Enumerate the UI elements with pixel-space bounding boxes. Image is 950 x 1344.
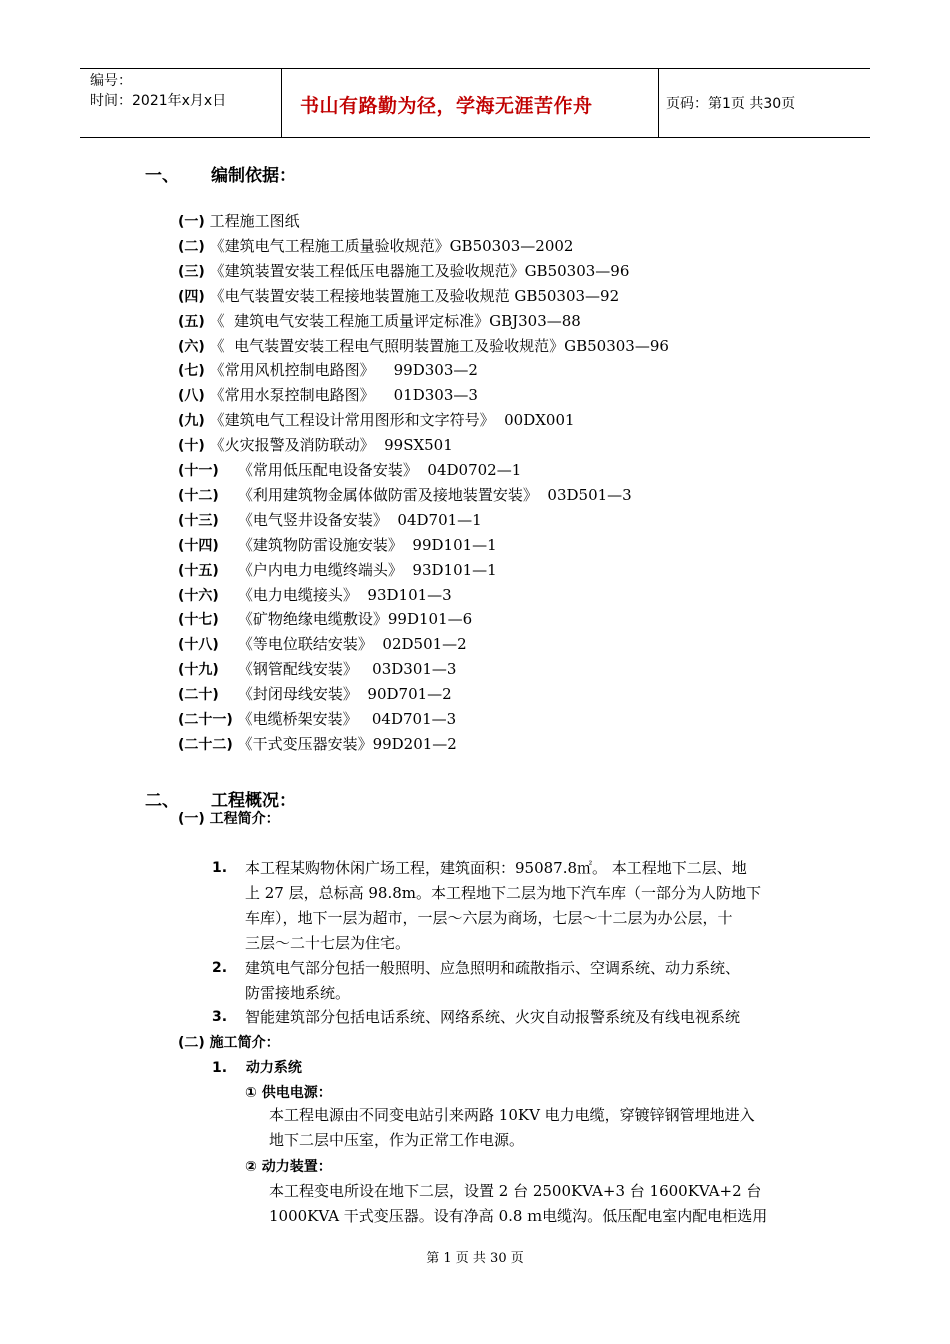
device-paragraph [269,1179,814,1229]
reference-item [178,485,632,506]
reference-item [178,460,521,481]
item-number: 1. [212,1060,228,1076]
reference-number: (四) [178,288,205,305]
subsection-number: (二) [178,1035,205,1051]
paragraph-number: 3. [212,1009,228,1025]
reference-item [178,385,478,406]
reference-item [178,659,456,680]
reference-item [178,261,629,282]
doc-id-label: 编号： [90,73,132,89]
reference-text: 《建筑物防雷设施安装》 99D101—1 [218,535,497,554]
reference-number: (三) [178,263,205,280]
header-divider [281,69,282,137]
reference-number: (十二) [178,487,219,504]
reference-item [178,684,452,705]
reference-text: 《电力电缆接头》 93D101—3 [218,585,452,604]
paragraph-line: 车库），地下一层为超市，一层～六层为商场，七层～十二层为办公层，十 [245,909,733,927]
reference-number: (二十二) [178,736,233,753]
reference-text: 《 电气装置安装工程电气照明装置施工及验收规范》GB50303—96 [204,336,669,355]
reference-number: (十一) [178,463,219,479]
reference-text: 《封闭母线安装》 90D701—2 [218,685,452,704]
reference-item [178,609,472,630]
reference-number: (十九) [178,662,219,679]
reference-text: 工程施工图纸 [204,212,300,230]
reference-item [178,236,573,257]
reference-item [178,410,575,431]
reference-item [178,535,497,556]
reference-text: 《等电位联结安装》 02D501—2 [218,635,467,654]
reference-item [178,560,497,581]
reference-text: 《建筑电气工程施工质量验收规范》GB50303—2002 [204,236,574,255]
reference-item [178,336,669,357]
reference-number: (十四) [178,537,219,554]
reference-item [178,286,619,307]
paragraph-line: 三层～二十七层为住宅。 [245,934,411,952]
subsection-number: (一) [178,811,205,827]
item-title: 动力系统 [245,1060,302,1076]
reference-number: (八) [178,388,205,405]
paragraph-line: 防雷接地系统。 [245,984,351,1002]
device-title: ② 动力装置： [245,1159,332,1175]
paragraph-number: 2. [212,960,228,976]
section-heading-1 [145,161,296,186]
reference-number: (九) [178,413,205,430]
doc-time-label: 时间：2021年x月x日 [90,93,227,109]
section-title: 工程概况： [211,791,296,811]
reference-text: 《电气竖井设备安装》 04D701—1 [218,510,482,529]
reference-text: 《利用建筑物金属体做防雷及接地装置安装》 03D501—3 [218,485,632,504]
subsection-heading [178,808,280,829]
section-number: 二、 [145,791,179,811]
reference-item [178,360,478,381]
paragraph-line: 1000KVA 干式变压器。设有净高 0.8 ｍ电缆沟。低压配电室内配电柜选用 [269,1207,768,1225]
reference-item [178,734,457,755]
paragraph-line: 本工程电源由不同变电站引来两路 10KV 电力电缆，穿镀锌钢管埋地进入 [269,1106,755,1124]
paragraph-line: 建筑电气部分包括一般照明、应急照明和疏散指示、空调系统、动力系统、 [245,959,741,977]
paragraph-line: 智能建筑部分包括电话系统、网络系统、火灾自动报警系统及有线电视系统 [245,1008,741,1026]
reference-text: 《常用低压配电设备安装》 04D0702—1 [218,461,522,479]
reference-number: (二) [178,238,205,255]
subsection-title: 施工简介： [209,1035,280,1051]
supply-title: ① 供电电源： [245,1085,332,1101]
reference-item [178,510,482,531]
paragraph-line: 本工程某购物休闲广场工程，建筑面积：95087.8㎡。 本工程地下二层、地 [245,859,747,877]
reference-text: 《矿物绝缘电缆敷设》99D101—6 [218,610,473,629]
supply-heading [245,1082,332,1103]
header-page-info: 页码：第1页 共30页 [666,96,796,112]
section-title: 编制依据： [211,166,296,186]
reference-number: (十七) [178,612,219,629]
header-motto: 书山有路勤为径，学海无涯苦作舟 [300,95,593,117]
reference-item [178,311,581,332]
reference-number: (十三) [178,512,219,529]
paragraph-line: 本工程变电所设在地下二层，设置 2 台 2500KVA+3 台 1600KVA+2 台 [269,1182,762,1200]
reference-number: (六) [178,338,205,355]
paragraph-line: 地下二层中压室，作为正常工作电源。 [269,1131,525,1149]
subsection-heading [178,1032,280,1053]
reference-text: 《火灾报警及消防联动》 99SX501 [204,436,453,455]
reference-number: (一) [178,214,205,230]
header-divider [658,69,659,137]
reference-number: (五) [178,313,205,330]
reference-text: 《 建筑电气安装工程施工质量评定标准》GBJ303—88 [204,311,581,330]
page-footer: 第 1 页 共 30 页 [426,1251,524,1266]
reference-number: (十) [178,438,205,455]
numbered-paragraph [212,1005,810,1030]
numbered-paragraph [212,956,810,1006]
paragraph-line: 上 27 层，总标高 98.8m。本工程地下二层为地下汽车库（一部分为人防地下 [245,884,762,902]
reference-text: 《户内电力电缆终端头》 93D101—1 [218,560,497,579]
reference-text: 《建筑装置安装工程低压电器施工及验收规范》GB50303—96 [204,261,630,280]
reference-item [178,585,452,606]
reference-number: (七) [178,363,205,380]
reference-text: 《钢管配线安装》 03D301—3 [218,660,457,679]
reference-number: (十八) [178,637,219,654]
reference-number: (十五) [178,562,219,579]
reference-item [178,211,300,232]
subsection-title: 工程简介： [209,811,280,827]
paragraph-number: 1. [212,860,228,876]
reference-number: (二十) [178,687,219,704]
reference-text: 《电气装置安装工程接地装置施工及验收规范 GB50303—92 [204,286,620,305]
reference-text: 《常用水泵控制电路图》 01D303—3 [204,386,478,405]
reference-text: 《常用风机控制电路图》 99D303—2 [204,361,478,380]
reference-item [178,435,453,456]
reference-text: 《建筑电气工程设计常用图形和文字符号》 00DX001 [204,411,575,430]
power-system-heading [212,1057,302,1078]
reference-item [178,709,456,730]
page-header [80,68,870,138]
numbered-paragraph [212,856,810,956]
reference-number: (十六) [178,587,219,604]
section-number: 一、 [145,166,179,186]
reference-text: 《电缆桥架安装》 04D701—3 [232,710,457,728]
reference-text: 《干式变压器安装》99D201—2 [232,734,457,753]
supply-paragraph [269,1103,814,1153]
reference-number: (二十一) [178,712,233,728]
device-heading [245,1156,332,1177]
reference-item [178,634,467,655]
